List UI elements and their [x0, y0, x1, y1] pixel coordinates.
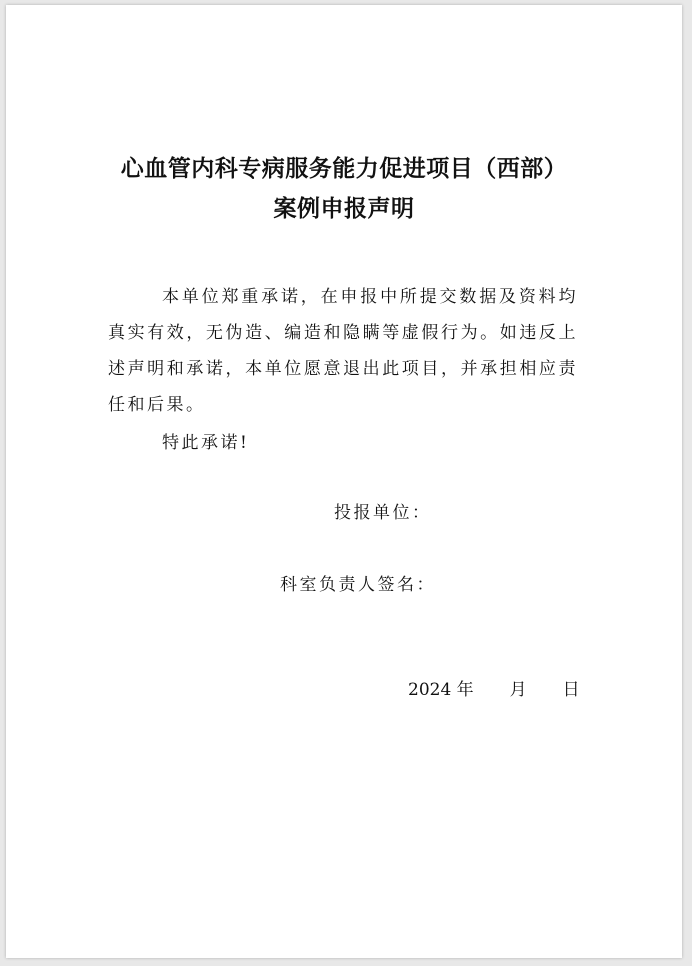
document-page — [6, 5, 682, 958]
declaration-paragraph: 本单位郑重承诺，在申报中所提交数据及资料均真实有效，无伪造、编造和隐瞒等虚假行为。如违反上述声明和承诺，本单位愿意退出此项目，并承担相应责任和后果。 — [108, 287, 578, 415]
document-title-line-2: 案例申报声明 — [273, 195, 415, 222]
submitting-unit-label: 投报单位： — [334, 503, 432, 523]
date-year-unit: 年 — [456, 680, 474, 700]
date-day-unit: 日 — [562, 680, 580, 700]
document-title-line-1: 心血管内科专病服务能力促进项目（西部） — [120, 155, 568, 182]
date-year: 2024 — [408, 680, 452, 700]
date-month-unit: 月 — [509, 680, 527, 700]
pledge-text: 特此承诺! — [162, 433, 250, 453]
department-head-signature-label: 科室负责人签名： — [280, 575, 436, 595]
date-line — [408, 675, 580, 700]
